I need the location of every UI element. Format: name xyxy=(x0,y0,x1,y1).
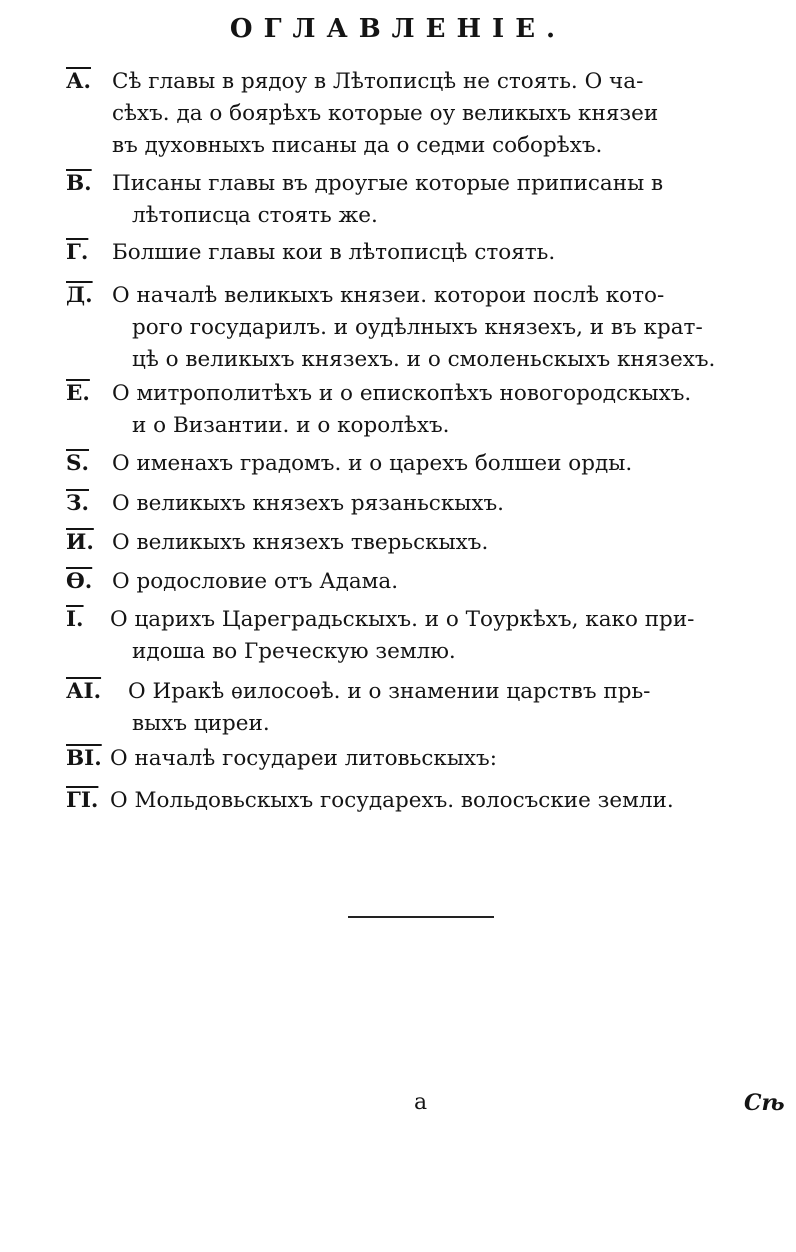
entry-number: И. xyxy=(66,530,94,555)
entry-text: Писаны главы въ дроугые которые приписаны в xyxy=(112,171,664,196)
toc-entry xyxy=(66,378,786,442)
entry-text: О великыхъ князехъ рязаньскыхъ. xyxy=(112,491,505,516)
toc-entry xyxy=(66,280,786,376)
entry-number: З. xyxy=(66,491,89,516)
entry-text: О Мольдовьскыхъ государехъ. волосъские земли. xyxy=(110,788,674,813)
toc-entry xyxy=(66,168,786,232)
entry-text: и о Византии. и о королѣхъ. xyxy=(132,413,450,438)
entry-text: О митрополитѣхъ и о епископѣхъ новогородскыхъ. xyxy=(112,381,692,406)
page-title: ОГЛАВЛЕНІЕ. xyxy=(229,14,567,44)
entry-text: цѣ о великыхъ князехъ. и о смоленьскыхъ князехъ. xyxy=(132,347,716,372)
entry-text: выхъ циреи. xyxy=(132,711,270,736)
entry-number: А. xyxy=(66,69,91,94)
catchword: Сѣ xyxy=(744,1090,785,1116)
entry-number: Ѕ. xyxy=(66,451,90,476)
entry-number: АІ. xyxy=(66,679,102,704)
entry-text: О Иракѣ ѳилосоѳѣ. и о знамении царствъ прь- xyxy=(128,679,651,704)
toc-entry xyxy=(66,743,786,775)
toc-entry xyxy=(66,785,786,817)
entry-text: О именахъ градомъ. и о царехъ болшеи орды. xyxy=(112,451,633,476)
toc-entry xyxy=(66,566,786,598)
entry-text: О началѣ государеи литовьскыхъ: xyxy=(110,746,497,771)
entry-number: ВІ. xyxy=(66,746,102,771)
entry-text: Сѣ главы в рядоу в Лѣтописцѣ не стоять. О ча- xyxy=(112,69,644,94)
entry-text: О великыхъ князехъ тверьскыхъ. xyxy=(112,530,489,555)
entry-text: О родословие отъ Адама. xyxy=(112,569,399,594)
toc-entry xyxy=(66,604,786,668)
entry-text: рого государилъ. и оудѣлныхъ князехъ, и въ крат- xyxy=(132,315,703,340)
entry-text: О началѣ великыхъ князеи. которои послѣ кото- xyxy=(112,283,665,308)
entry-text: сѣхъ. да о боярѣхъ которые оу великыхъ князеи xyxy=(112,101,659,126)
entry-text: идоша во Греческую землю. xyxy=(132,639,456,664)
entry-number: В. xyxy=(66,171,92,196)
entry-number: Г. xyxy=(66,240,89,265)
toc-entry xyxy=(66,448,786,480)
entry-number: Ѳ. xyxy=(66,569,93,594)
entry-number: Д. xyxy=(66,283,93,308)
entry-text: лѣтописца стоять же. xyxy=(132,203,378,228)
entry-text: въ духовныхъ писаны да о седми соборѣхъ. xyxy=(112,133,603,158)
toc-entry xyxy=(66,676,786,740)
divider-rule xyxy=(348,916,494,918)
toc-entry xyxy=(66,527,786,559)
toc-entry xyxy=(66,66,786,162)
toc-entry xyxy=(66,237,786,269)
entry-number: І. xyxy=(66,607,84,632)
entry-number: ГІ. xyxy=(66,788,99,813)
toc-entry xyxy=(66,488,786,520)
signature-mark: а xyxy=(414,1090,428,1115)
entry-text: Болшие главы кои в лѣтописцѣ стоять. xyxy=(112,240,556,265)
entry-number: Е. xyxy=(66,381,90,406)
entry-text: О царихъ Цареградьскыхъ. и о Тоуркѣхъ, како при- xyxy=(110,607,695,632)
